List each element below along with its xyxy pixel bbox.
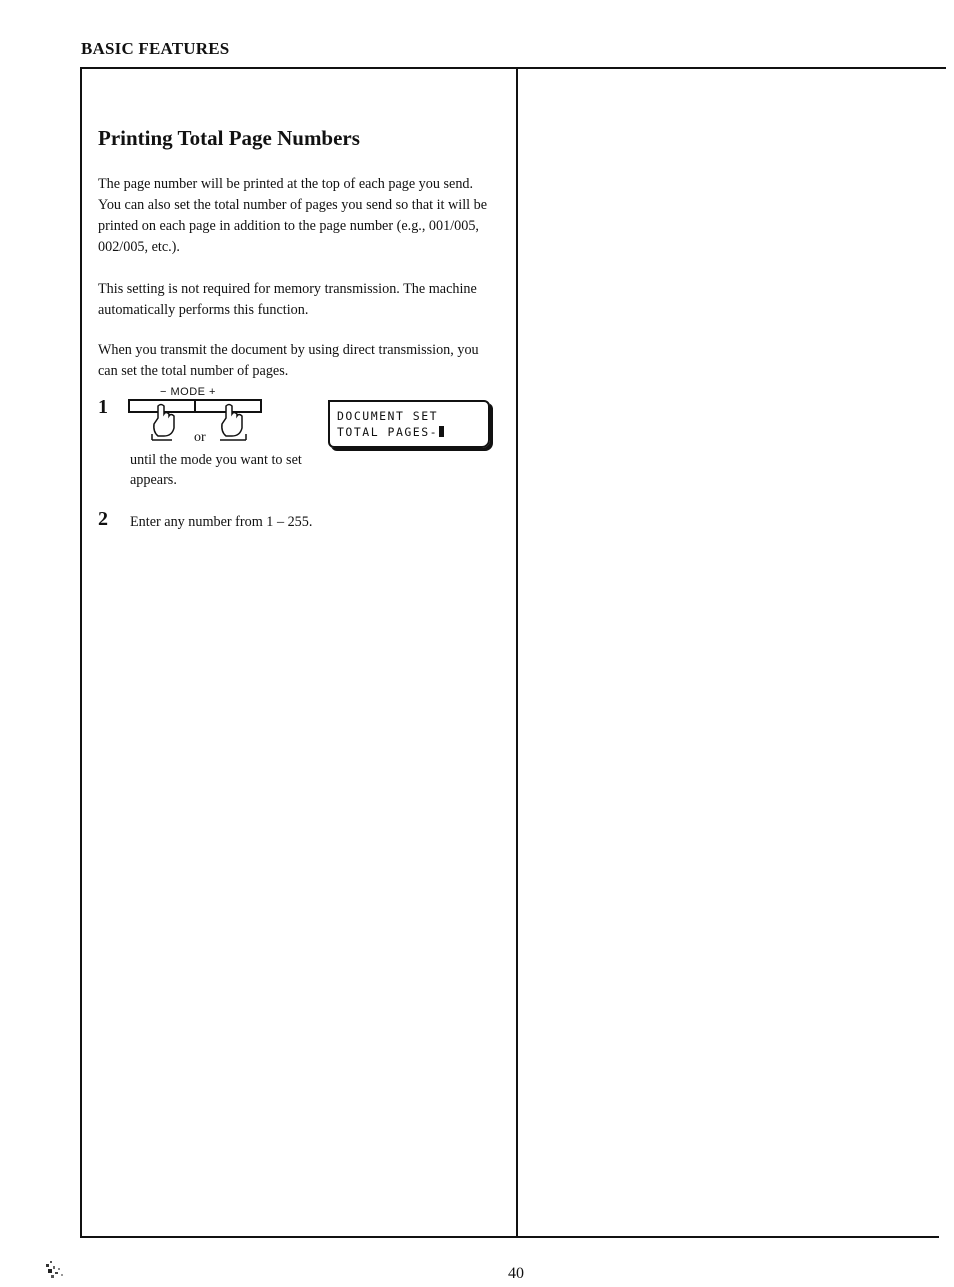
page-title: Printing Total Page Numbers bbox=[98, 126, 360, 150]
page-number: 40 bbox=[508, 1265, 524, 1282]
top-rule bbox=[80, 67, 946, 69]
intro-paragraph: The page number will be printed at the top of each page you send. You can also set the total number of pages you send so that it will be printed on each page in addition to the page number (e.g., 001/005, 002/005, etc.). bbox=[98, 176, 488, 255]
mode-key-label: − MODE + bbox=[160, 386, 216, 398]
direct-transmission-paragraph: When you transmit the document by using direct transmission, you can set the total number of pages. bbox=[98, 342, 479, 379]
cursor-block-icon bbox=[439, 426, 444, 437]
lcd-line-2-text: TOTAL PAGES- bbox=[337, 425, 439, 439]
step-1-text: until the mode you want to set appears. bbox=[130, 452, 302, 488]
step-2-text: Enter any number from 1 – 255. bbox=[130, 514, 313, 530]
or-label: or bbox=[194, 430, 206, 445]
step-2-number: 2 bbox=[98, 508, 108, 530]
column-divider bbox=[516, 67, 518, 1238]
scan-speck-icon bbox=[44, 1258, 74, 1287]
memory-note-paragraph: This setting is not required for memory transmission. The machine automatically performs this function. bbox=[98, 281, 477, 318]
section-header: BASIC FEATURES bbox=[81, 39, 230, 58]
lcd-line-2 bbox=[337, 425, 444, 439]
step-1-number: 1 bbox=[98, 396, 108, 418]
left-border bbox=[80, 67, 82, 1238]
lcd-display bbox=[328, 400, 490, 448]
bottom-rule bbox=[80, 1236, 939, 1238]
lcd-line-1: DOCUMENT SET bbox=[337, 409, 439, 423]
